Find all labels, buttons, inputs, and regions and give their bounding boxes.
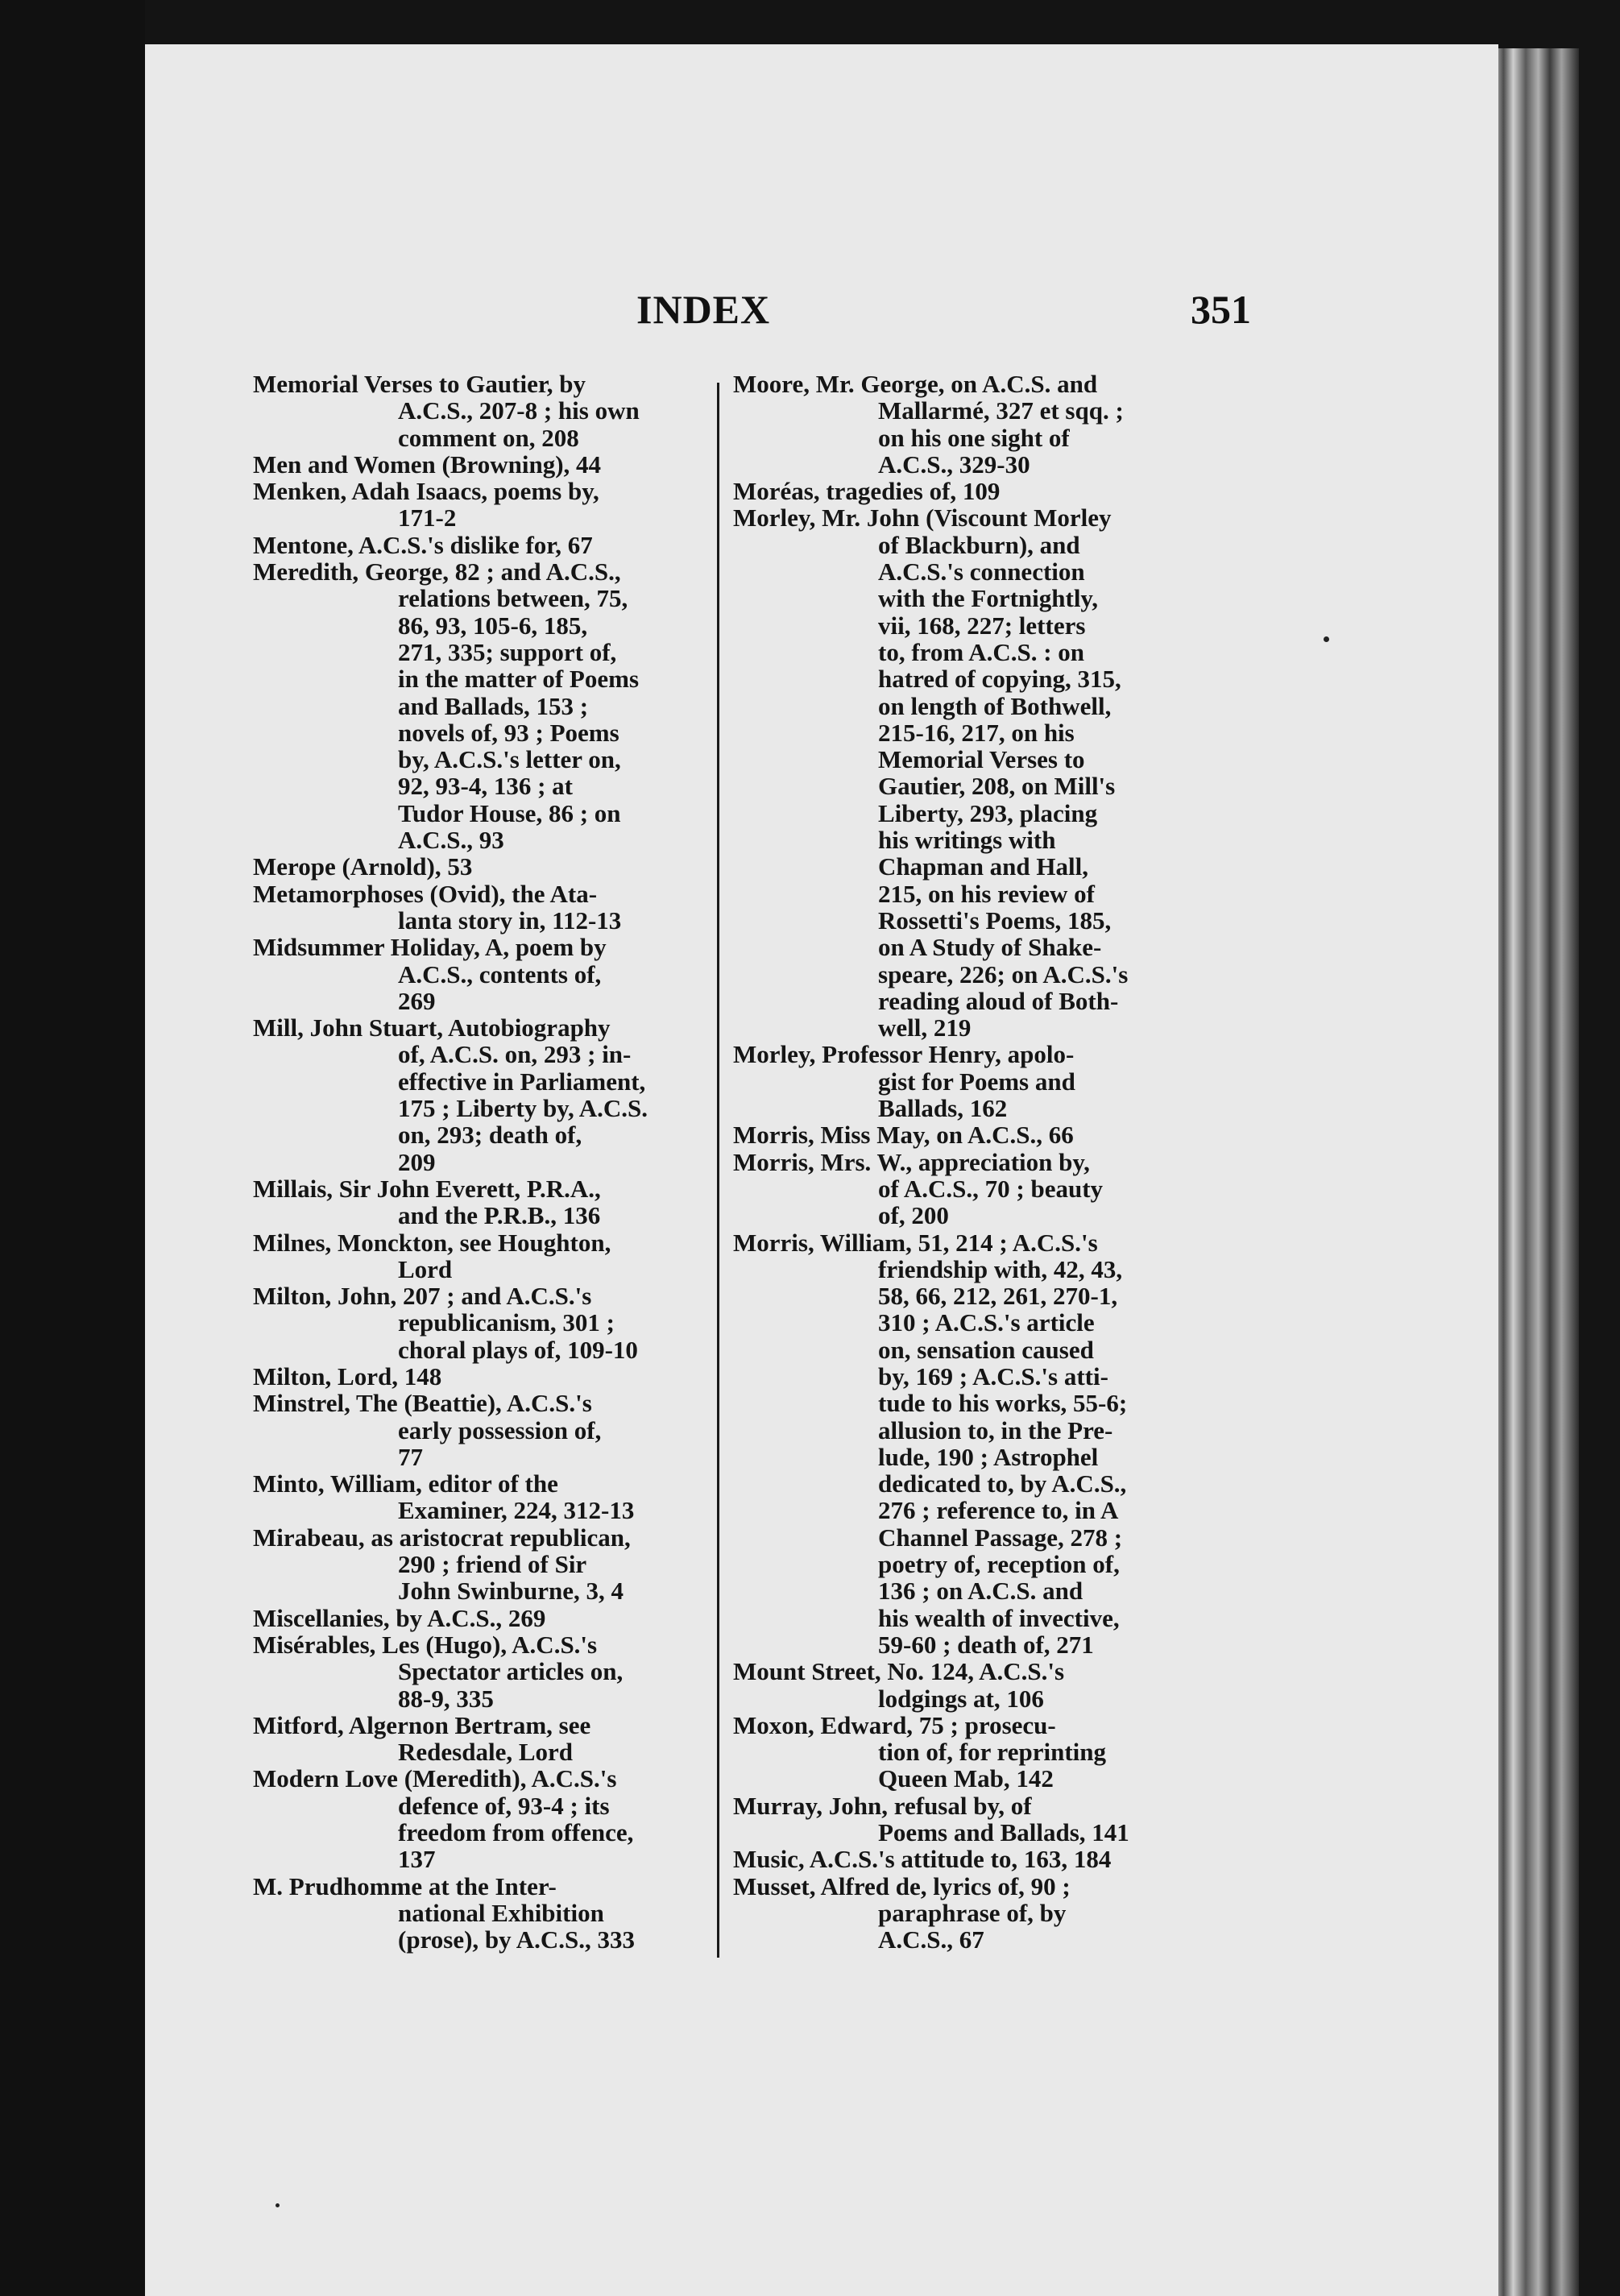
index-entry-continuation: paraphrase of, by (878, 1898, 1067, 1927)
index-entry-continuation: A.C.S., 329-30 (878, 450, 1030, 479)
index-entry (253, 881, 704, 935)
index-entry-continuation: Channel Passage, 278 ; (878, 1523, 1123, 1552)
index-entry-continuation: in the matter of Poems (398, 665, 640, 694)
index-entry-heading: Millais, Sir John Everett, P.R.A., (253, 1174, 601, 1203)
index-entry-continuation: lanta story in, 112-13 (398, 906, 622, 935)
page-header (145, 286, 1498, 350)
index-entry-heading: Morley, Professor Henry, apolo- (733, 1040, 1075, 1069)
index-entry-continuation: tion of, for reprinting (878, 1738, 1107, 1767)
index-entry (253, 1631, 704, 1712)
index-entry-continuation: defence of, 93-4 ; its (398, 1791, 610, 1820)
index-entry-heading: Minstrel, The (Beattie), A.C.S.'s (253, 1389, 592, 1418)
index-entry-heading: Modern Love (Meredith), A.C.S.'s (253, 1764, 617, 1793)
index-entry-heading: Milnes, Monckton, see Houghton, (253, 1228, 611, 1257)
index-entry-continuation: and the P.R.B., 136 (398, 1201, 601, 1230)
index-entry-continuation: of Blackburn), and (878, 530, 1080, 559)
index-entry-continuation: hatred of copying, 315, (878, 665, 1121, 694)
index-entry-heading: Mount Street, No. 124, A.C.S.'s (733, 1657, 1065, 1686)
index-entry-continuation: choral plays of, 109-10 (398, 1335, 638, 1364)
index-entry (253, 1712, 704, 1766)
index-entry-continuation: Mallarmé, 327 et sqq. ; (878, 396, 1124, 425)
scan-dark-margin (0, 0, 145, 2296)
index-entry-continuation: 86, 93, 105-6, 185, (398, 611, 588, 640)
index-entry-heading: Morris, Mrs. W., appreciation by, (733, 1147, 1090, 1176)
index-entry-continuation: 310 ; A.C.S.'s article (878, 1308, 1095, 1337)
index-entry-continuation: A.C.S., contents of, (398, 959, 602, 988)
index-entry-continuation: republicanism, 301 ; (398, 1308, 615, 1337)
index-entry-continuation: 209 (398, 1147, 436, 1176)
index-entry-continuation: poetry of, reception of, (878, 1550, 1120, 1579)
index-entry-heading: Miscellanies, by A.C.S., 269 (253, 1603, 546, 1632)
index-entry (253, 934, 704, 1014)
index-entry (253, 1873, 704, 1954)
index-entry-continuation: and Ballads, 153 ; (398, 691, 589, 720)
index-entry (733, 1873, 1184, 1954)
column-divider (717, 383, 719, 1958)
index-entry-continuation: gist for Poems and (878, 1067, 1075, 1096)
index-entry-continuation: (prose), by A.C.S., 333 (398, 1925, 635, 1954)
index-entry-heading: Morris, Miss May, on A.C.S., 66 (733, 1121, 1074, 1150)
index-entry-continuation: tude to his works, 55-6; (878, 1389, 1128, 1418)
index-entry (733, 1846, 1184, 1872)
index-entry-heading: Morris, William, 51, 214 ; A.C.S.'s (733, 1228, 1098, 1257)
index-entry-heading: Metamorphoses (Ovid), the Ata- (253, 879, 598, 908)
index-entry-continuation: 269 (398, 986, 436, 1015)
index-entry-continuation: 290 ; friend of Sir (398, 1550, 587, 1579)
index-entry-continuation: on his one sight of (878, 423, 1070, 452)
index-entry-heading: Midsummer Holiday, A, poem by (253, 933, 607, 962)
index-entry-continuation: 215-16, 217, on his (878, 718, 1075, 747)
speck-mark (276, 2203, 280, 2207)
index-entry-heading: M. Prudhomme at the Inter- (253, 1871, 557, 1900)
index-entry-continuation: allusion to, in the Pre- (878, 1415, 1113, 1444)
index-entry-continuation: A.C.S.'s connection (878, 557, 1085, 586)
index-entry-continuation: of A.C.S., 70 ; beauty (878, 1174, 1104, 1203)
index-entry-continuation: comment on, 208 (398, 423, 579, 452)
index-entry (253, 558, 704, 853)
index-entry (733, 504, 1184, 1041)
index-entry-heading: Moxon, Edward, 75 ; prosecu- (733, 1710, 1056, 1739)
index-entry (253, 451, 704, 478)
index-entry-continuation: 215, on his review of (878, 879, 1095, 908)
index-entry-continuation: lodgings at, 106 (878, 1684, 1044, 1713)
index-entry-heading: Moore, Mr. George, on A.C.S. and (733, 370, 1098, 398)
index-entry-continuation: freedom from offence, (398, 1818, 634, 1847)
index-entry-heading: Minto, William, editor of the (253, 1469, 558, 1498)
index-entry-continuation: effective in Parliament, (398, 1067, 646, 1096)
index-entry-continuation: of, 200 (878, 1201, 949, 1230)
index-entry (733, 1712, 1184, 1792)
index-entry-continuation: 92, 93-4, 136 ; at (398, 772, 573, 801)
index-entry (733, 478, 1184, 504)
index-entry-continuation: 171-2 (398, 504, 457, 533)
index-entry-continuation: by, 169 ; A.C.S.'s atti- (878, 1361, 1108, 1390)
index-entry (253, 1390, 704, 1470)
index-entry (253, 371, 704, 451)
index-column-left (253, 371, 704, 1954)
index-entry-continuation: national Exhibition (398, 1898, 604, 1927)
index-entry-continuation: dedicated to, by A.C.S., (878, 1469, 1127, 1498)
index-entry-heading: Milton, John, 207 ; and A.C.S.'s (253, 1282, 592, 1311)
index-entry-continuation: Redesdale, Lord (398, 1738, 573, 1767)
index-entry-heading: Merope (Arnold), 53 (253, 852, 473, 881)
index-entry-continuation: his wealth of invective, (878, 1603, 1120, 1632)
index-entry (733, 1792, 1184, 1846)
index-entry (733, 1041, 1184, 1121)
index-entry (253, 1524, 704, 1605)
book-page (145, 44, 1498, 2296)
index-entry-heading: Mirabeau, as aristocrat republican, (253, 1523, 631, 1552)
index-entry-continuation: Chapman and Hall, (878, 852, 1089, 881)
index-entry (253, 478, 704, 532)
index-entry-continuation: Lord (398, 1254, 453, 1283)
index-entry-continuation: to, from A.C.S. : on (878, 637, 1085, 666)
index-entry (253, 1470, 704, 1524)
index-entry (253, 1175, 704, 1229)
index-entry-continuation: friendship with, 42, 43, (878, 1254, 1123, 1283)
index-entry-continuation: reading aloud of Both- (878, 986, 1119, 1015)
index-entry-continuation: by, A.C.S.'s letter on, (398, 745, 621, 774)
index-entry (253, 1283, 704, 1363)
index-entry-continuation: 136 ; on A.C.S. and (878, 1577, 1083, 1606)
index-entry (253, 1229, 704, 1283)
index-entry (253, 1363, 704, 1390)
index-entry-continuation: speare, 226; on A.C.S.'s (878, 959, 1129, 988)
index-entry-heading: Musset, Alfred de, lyrics of, 90 ; (733, 1871, 1071, 1900)
index-entry-continuation: of, A.C.S. on, 293 ; in- (398, 1040, 632, 1069)
index-entry-heading: Misérables, Les (Hugo), A.C.S.'s (253, 1630, 598, 1659)
index-entry-continuation: Memorial Verses to (878, 745, 1085, 774)
index-entry-heading: Murray, John, refusal by, of (733, 1791, 1032, 1820)
index-entry-continuation: Poems and Ballads, 141 (878, 1818, 1129, 1847)
index-entry-continuation: Tudor House, 86 ; on (398, 798, 621, 827)
index-entry (733, 371, 1184, 478)
index-entry-continuation: 59-60 ; death of, 271 (878, 1630, 1094, 1659)
index-entry-continuation: A.C.S., 67 (878, 1925, 984, 1954)
index-entry-continuation: on, sensation caused (878, 1335, 1094, 1364)
index-entry-continuation: Rossetti's Poems, 185, (878, 906, 1112, 935)
index-entry-continuation: well, 219 (878, 1013, 972, 1042)
index-entry-continuation: John Swinburne, 3, 4 (398, 1577, 624, 1606)
index-entry-heading: Memorial Verses to Gautier, by (253, 370, 586, 398)
index-entry-heading: Milton, Lord, 148 (253, 1361, 442, 1390)
index-entry (253, 1014, 704, 1175)
index-entry-continuation: Spectator articles on, (398, 1657, 624, 1686)
index-entry-continuation: his writings with (878, 826, 1056, 855)
index-entry-heading: Menken, Adah Isaacs, poems by, (253, 477, 599, 506)
index-entry (253, 532, 704, 558)
index-entry (733, 1658, 1184, 1712)
index-entry-continuation: A.C.S., 93 (398, 826, 504, 855)
index-entry (733, 1149, 1184, 1229)
index-entry-heading: Mill, John Stuart, Autobiography (253, 1013, 611, 1042)
index-entry-continuation: 88-9, 335 (398, 1684, 494, 1713)
index-entry-continuation: vii, 168, 227; letters (878, 611, 1086, 640)
index-entry-continuation: A.C.S., 207-8 ; his own (398, 396, 640, 425)
index-entry-continuation: Queen Mab, 142 (878, 1764, 1054, 1793)
index-entry-continuation: on length of Bothwell, (878, 691, 1112, 720)
index-entry-continuation: 77 (398, 1442, 423, 1471)
speck-mark (1324, 636, 1329, 642)
index-entry-continuation: 137 (398, 1845, 436, 1874)
index-entry-continuation: relations between, 75, (398, 584, 628, 613)
index-entry-continuation: 271, 335; support of, (398, 637, 617, 666)
index-entry-continuation: 175 ; Liberty by, A.C.S. (398, 1094, 648, 1123)
index-entry (733, 1229, 1184, 1659)
index-entry-heading: Men and Women (Browning), 44 (253, 450, 602, 479)
index-column-right (733, 371, 1184, 1954)
index-entry-heading: Moréas, tragedies of, 109 (733, 477, 1001, 506)
index-entry-continuation: novels of, 93 ; Poems (398, 718, 619, 747)
page-title: INDEX (636, 287, 771, 332)
index-entry-continuation: with the Fortnightly, (878, 584, 1098, 613)
index-entry-continuation: Ballads, 162 (878, 1094, 1008, 1123)
index-entry-continuation: Examiner, 224, 312-13 (398, 1496, 635, 1525)
index-entry (253, 1605, 704, 1631)
index-entry (253, 1765, 704, 1872)
index-entry-continuation: lude, 190 ; Astrophel (878, 1442, 1099, 1471)
index-entry-continuation: 58, 66, 212, 261, 270-1, (878, 1282, 1118, 1311)
index-entry (733, 1121, 1184, 1148)
index-entry-continuation: Gautier, 208, on Mill's (878, 772, 1116, 801)
index-entry-continuation: 276 ; reference to, in A (878, 1496, 1119, 1525)
index-entry-continuation: on, 293; death of, (398, 1121, 582, 1150)
index-entry (253, 853, 704, 880)
index-entry-continuation: early possession of, (398, 1415, 602, 1444)
index-entry-heading: Mentone, A.C.S.'s dislike for, 67 (253, 530, 593, 559)
index-entry-heading: Morley, Mr. John (Viscount Morley (733, 504, 1112, 533)
index-entry-heading: Meredith, George, 82 ; and A.C.S., (253, 557, 621, 586)
index-entry-heading: Music, A.C.S.'s attitude to, 163, 184 (733, 1845, 1112, 1874)
index-entry-continuation: Liberty, 293, placing (878, 798, 1098, 827)
index-entry-continuation: on A Study of Shake- (878, 933, 1102, 962)
page-number: 351 (1191, 287, 1251, 332)
index-entry-heading: Mitford, Algernon Bertram, see (253, 1710, 591, 1739)
